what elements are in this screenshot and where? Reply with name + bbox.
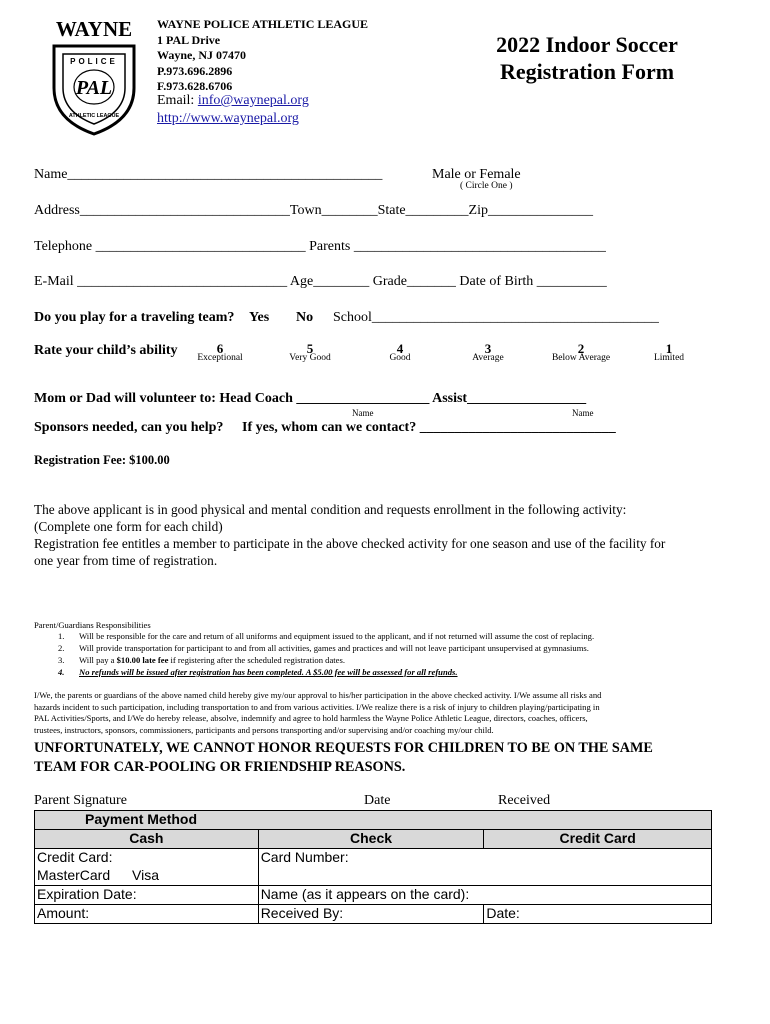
volunteer-row[interactable]: Mom or Dad will volunteer to: Head Coach ___________________ Assist_________________ bbox=[34, 391, 587, 406]
payment-check-option[interactable]: Check bbox=[258, 830, 484, 849]
rating-label: Very Good bbox=[289, 353, 331, 363]
statement-line: The above applicant is in good physical and mental condition and requests enrollment in the following activity: bbox=[34, 502, 627, 517]
responsibilities-title: Parent/Guardians Responsibilities bbox=[34, 620, 151, 630]
logo-police-text: POLICE bbox=[70, 57, 118, 66]
payment-method-table bbox=[34, 810, 712, 924]
rating-number: 3 bbox=[484, 341, 492, 356]
traveling-yes[interactable]: Yes bbox=[249, 310, 270, 325]
waiver-text: I/We, the parents or guardians of the above named child hereby give my/our approval to his/her participation in the above checked activity. I/We assume all risks and hazards incident to such participation, including transportation to and from various activities. I/We realize there is a risk of injury to children playing/participating in PAL Activities/Sports, and I/We do hereby release, absolve, indemnify and agree to hold harmless the Wayne Police Athletic League, directors, coaches, officers, trustees, instructors, sponsors, commissioners, participants and persons transporting and/or supervising and/or coaching my/our child. bbox=[34, 690, 602, 735]
payment-method-title: Payment Method bbox=[35, 811, 712, 830]
org-contact-block bbox=[157, 17, 368, 95]
org-name: WAYNE POLICE ATHLETIC LEAGUE bbox=[157, 17, 369, 31]
head-coach-name-caption: Name bbox=[352, 408, 374, 418]
org-address: 1 PAL Drive bbox=[157, 32, 221, 47]
payment-credit-card-option[interactable]: Credit Card bbox=[484, 830, 712, 849]
org-phone: P.973.696.2896 bbox=[157, 63, 233, 78]
traveling-no[interactable]: No bbox=[296, 310, 314, 325]
name-field[interactable]: Name_____________________________________________ bbox=[34, 167, 383, 182]
email-link[interactable]: info@waynepal.org bbox=[197, 93, 309, 108]
org-city: Wayne, NJ 07470 bbox=[157, 48, 247, 62]
statement-line: Registration fee entitles a member to participate in the above checked activity for one season and use of the facility for bbox=[34, 536, 666, 551]
telephone-row[interactable]: Telephone ______________________________ Parents ____________________________________ bbox=[34, 239, 606, 254]
parent-signature-label[interactable]: Parent Signature bbox=[34, 793, 127, 808]
rating-label: Limited bbox=[653, 353, 685, 363]
amount-field[interactable]: Amount: bbox=[35, 905, 259, 924]
card-number-field[interactable]: Card Number: bbox=[258, 849, 711, 868]
payment-cash-option[interactable]: Cash bbox=[35, 830, 259, 849]
mastercard-option[interactable]: MasterCard bbox=[37, 867, 111, 883]
list-item: 4. No refunds will be issued after registration has been completed. A $5.00 fee will be assessed for all refunds. bbox=[58, 667, 458, 677]
logo-pal-text: PAL bbox=[75, 77, 113, 99]
rating-number: 2 bbox=[577, 341, 585, 356]
enrollment-statement bbox=[34, 501, 665, 569]
form-title-line1: 2022 Indoor Soccer bbox=[496, 32, 678, 57]
rating-option[interactable] bbox=[644, 341, 694, 363]
received-label[interactable]: Received bbox=[498, 793, 551, 808]
rating-option[interactable] bbox=[280, 341, 340, 363]
card-type-options bbox=[35, 867, 259, 886]
rating-label: Good bbox=[389, 353, 411, 363]
email-label: Email: bbox=[157, 93, 195, 108]
traveling-team-question: Do you play for a traveling team? bbox=[34, 310, 235, 325]
payment-date-field[interactable]: Date: bbox=[484, 905, 712, 924]
email-line bbox=[157, 93, 309, 109]
registration-fee: Registration Fee: $100.00 bbox=[34, 453, 170, 467]
list-item: 3. Will pay a $10.00 late fee if registering after the scheduled registration dates. bbox=[58, 655, 345, 665]
rating-number: 5 bbox=[306, 341, 314, 356]
visa-option[interactable]: Visa bbox=[132, 867, 160, 883]
pal-logo bbox=[44, 16, 144, 140]
sponsors-contact-field[interactable]: If yes, whom can we contact? ____________________________ bbox=[242, 420, 616, 435]
form-title-line2: Registration Form bbox=[499, 59, 675, 84]
signature-date-label[interactable]: Date bbox=[364, 793, 391, 808]
form-title bbox=[472, 31, 702, 85]
received-by-field[interactable]: Received By: bbox=[258, 905, 484, 924]
list-item: 1. Will be responsible for the care and return of all uniforms and equipment issued to the applicant, and if not returned will assume the cost of replacing. bbox=[58, 631, 595, 641]
name-on-card-field[interactable]: Name (as it appears on the card): bbox=[258, 886, 711, 905]
rating-option[interactable] bbox=[370, 341, 430, 363]
rating-option[interactable] bbox=[190, 341, 250, 363]
circle-one-caption: ( Circle One ) bbox=[460, 181, 513, 191]
rating-label: Exceptional bbox=[197, 353, 243, 363]
rating-option[interactable] bbox=[458, 341, 518, 363]
expiration-date-field[interactable]: Expiration Date: bbox=[35, 886, 259, 905]
rating-number: 6 bbox=[216, 341, 224, 356]
website-link[interactable]: http://www.waynepal.org bbox=[157, 111, 299, 126]
credit-card-label: Credit Card: bbox=[35, 849, 259, 868]
email-age-row[interactable]: E-Mail ______________________________ Age________ Grade_______ Date of Birth __________ bbox=[34, 274, 607, 289]
org-fax: F.973.628.6706 bbox=[157, 79, 233, 93]
responsibilities-list bbox=[34, 631, 594, 679]
logo-wayne-text: WAYNE bbox=[55, 17, 133, 41]
statement-line: (Complete one form for each child) bbox=[34, 519, 223, 534]
address-row[interactable]: Address______________________________Town________State_________Zip_______________ bbox=[34, 203, 594, 218]
rating-label: Average bbox=[472, 353, 504, 363]
carpool-notice: UNFORTUNATELY, WE CANNOT HONOR REQUESTS FOR CHILDREN TO BE ON THE SAME TEAM FOR CAR-POOLING OR FRIENDSHIP REASONS. bbox=[34, 740, 653, 775]
statement-line: one year from time of registration. bbox=[34, 553, 218, 568]
list-item: 2. Will provide transportation for participant to and from all activities, games and practices and will not leave participant unsupervised at gymnasiums. bbox=[58, 643, 589, 653]
school-field[interactable]: School_________________________________________ bbox=[333, 310, 659, 325]
rating-option[interactable] bbox=[541, 341, 621, 363]
rating-number: 1 bbox=[665, 341, 673, 356]
gender-field[interactable]: Male or Female bbox=[432, 167, 521, 182]
rate-ability-label: Rate your child’s ability bbox=[34, 343, 178, 358]
rating-number: 4 bbox=[396, 341, 404, 356]
rating-label: Below Average bbox=[551, 353, 611, 363]
logo-league-text: ATHLETIC LEAGUE bbox=[68, 113, 120, 119]
assist-name-caption: Name bbox=[572, 408, 594, 418]
sponsors-question: Sponsors needed, can you help? bbox=[34, 420, 224, 435]
